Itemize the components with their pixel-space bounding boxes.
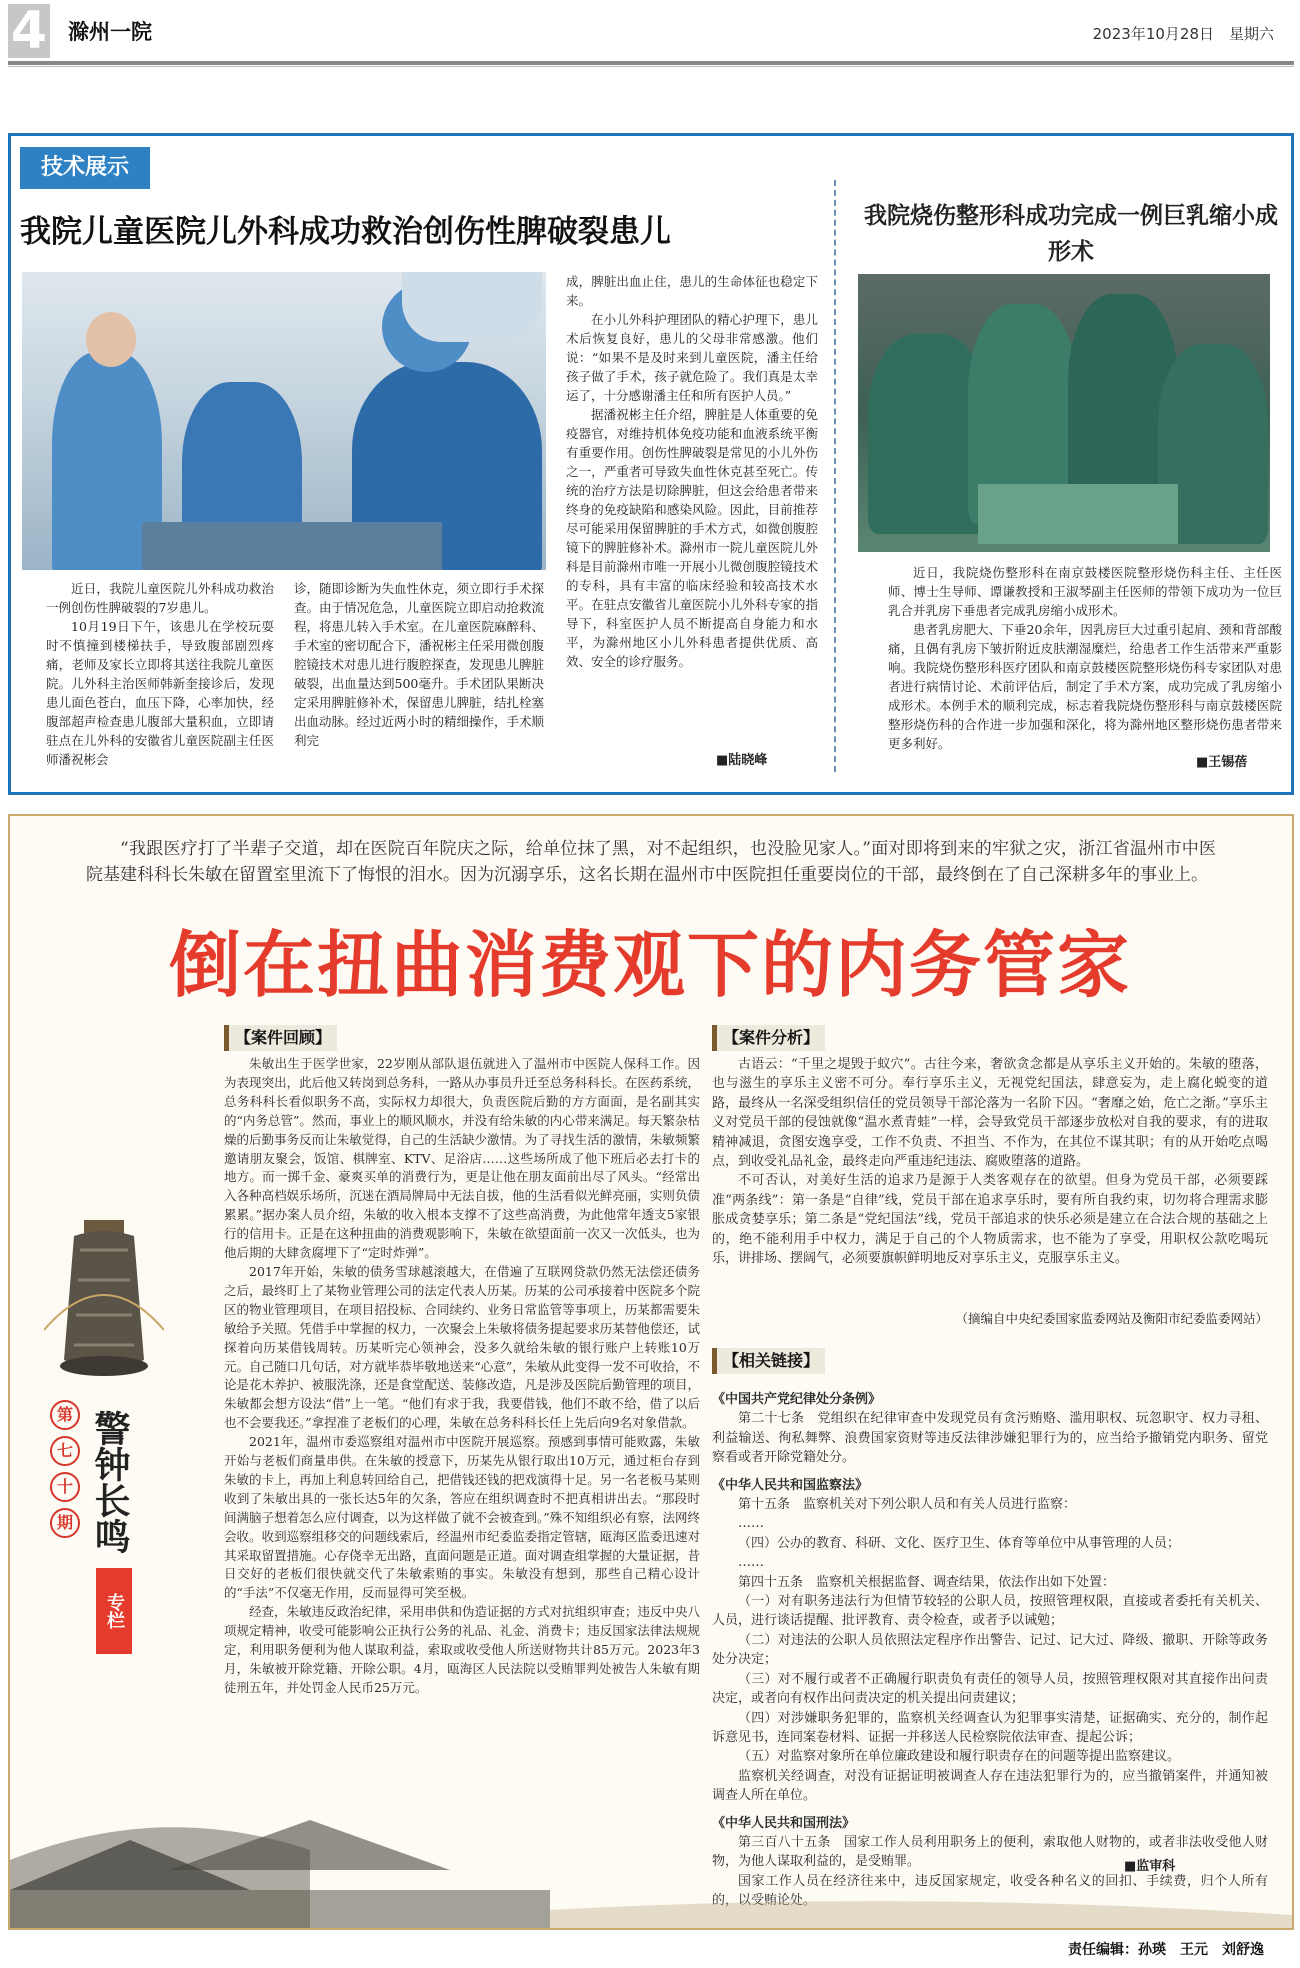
paragraph: 不可否认，对美好生活的追求乃是源于人类客观存在的欲望。但身为党员干部，必须要踩准“两条线”：第一条是“自律”线，党员干部在追求享乐时，要有所自我约束，切勿将合理需求膨胀成贪婪享乐；第二条是“党纪国法”线，党员干部追求的快乐必须是建立在合法合规的基础之上的，绝不能利用手中权力，满足于自己的个人物质需求，也不能为了享受，用职权公款吃喝玩乐，讲排场、摆阔气，必须要旗帜鲜明地反对享乐主义，克服享乐主义。 [712, 1173, 1268, 1267]
law-article: 监察机关经调查，对没有证据证明被调查人存在违法犯罪行为的，应当撤销案件，并通知被调查人所在单位。 [712, 1768, 1268, 1804]
paragraph: 成，脾脏出血止住，患儿的生命体征也稳定下来。 [566, 274, 818, 308]
paragraph: 诊，随即诊断为失血性休克，须立即行手术探查。由于情况危急，儿童医院立即启动抢救流程，将患儿转入手术室。在儿童医院麻醉科、手术室的密切配合下，潘祝彬主任采用微创腹腔镜技术对患儿进行腹腔探查，发现患儿脾脏破裂，出血量达到500毫升。手术团队果断决定采用脾脏修补术，保留患儿脾脏，结扎栓塞出血动脉。经过近两小时的精细操作，手术顺利完 [294, 581, 545, 748]
law-title: 《中华人民共和国刑法》 [712, 1815, 856, 1831]
law-article: …… [738, 1555, 764, 1571]
article2-byline: ■王锡蓓 [1196, 755, 1248, 770]
header-rule-thin [8, 66, 1294, 67]
law-article: （一）对有职务违法行为但情节较轻的公职人员，按照管理权限，直接或者委托有关机关、人员，进行谈话提醒、批评教育、责令检查，或者予以诫勉； [712, 1594, 1268, 1629]
paragraph: 10月19日下午，该患儿在学校玩耍时不慎撞到楼梯扶手，导致腹部剧烈疼痛，老师及家长立即将其送往我院儿童医院。儿外科主治医师韩新奎接诊后，发现患儿面色苍白，血压下降，心率加快，经腹部超声检查患儿腹部大量积血，立即请驻点在儿外科的安徽省儿童医院副主任医师潘祝彬会 [46, 619, 274, 767]
article1-column-2 [294, 579, 544, 750]
column-tag: 专栏 [96, 1568, 132, 1654]
paragraph: 患者乳房肥大、下垂20余年，因乳房巨大过重引起肩、颈和背部酸痛，且偶有乳房下皱折附近皮肤潮湿糜烂，给患者工作生活带来严重影响。我院烧伤整形科医疗团队和南京鼓楼医院整形烧伤科专家团队对患者进行病情讨论、术前评估后，制定了手术方案，成功完成了乳房缩小成形术。本例手术的顺利完成，标志着我院烧伤整形科与南京鼓楼医院整形烧伤科的合作进一步加强和深化，将为滁州地区整形烧伤患者带来更多利好。 [888, 622, 1282, 751]
issue-char: 第 [50, 1400, 80, 1430]
law-article: 第三百八十五条 国家工作人员利用职务上的便利，索取他人财物的，或者非法收受他人财物，为他人谋取利益的，是受贿罪。 [712, 1834, 1268, 1870]
law-article: （四）对涉嫌职务犯罪的，监察机关经调查认为犯罪事实清楚，证据确实、充分的，制作起诉意见书，连同案卷材料、证据一并移送人民检察院依法审查、提起公诉； [712, 1710, 1268, 1745]
related-links-heading: 【相关链接】 [712, 1348, 825, 1374]
issue-char: 期 [50, 1508, 80, 1538]
warning-title: 倒在扭曲消费观下的内务管家 [168, 922, 1131, 1007]
article1-title: 我院儿童医院儿外科成功救治创伤性脾破裂患儿 [20, 214, 671, 250]
paragraph: 据潘祝彬主任介绍，脾脏是人体重要的免疫器官，对维持机体免疫功能和血液系统平衡有重要作用。创伤性脾破裂是常见的小儿外伤之一，严重者可导致失血性休克甚至死亡。传统的治疗方法是切除脾脏，但这会给患者带来终身的免疫缺陷和感染风险。因此，目前推荐尽可能采用保留脾脏的手术方式，如微创腹腔镜下的脾脏修补术。滁州市一院儿童医院儿外科是目前滁州市唯一开展小儿微创腹腔镜技术的专科，具有丰富的临床经验和较高技术水平。在驻点安徽省儿童医院小儿外科专家的指导下，科室医护人员不断提高自身能力和水平，为滁州地区小儿外科患者提供优质、高效、安全的诊疗服务。 [566, 407, 818, 669]
ancient-architecture-illustration [10, 1740, 1292, 1928]
paragraph: 在小儿外科护理团队的精心护理下，患儿术后恢复良好，患儿的父母非常感激。他们说：“如果不是及时来到儿童医院，潘主任给孩子做了手术，孩子就危险了。我们真是太幸运了，十分感谢潘主任和所有医护人员。” [566, 312, 818, 403]
article2-title: 我院烧伤整形科成功完成一例巨乳缩小成形术 [864, 203, 1278, 265]
paragraph: 朱敏出生于医学世家，22岁刚从部队退伍就进入了温州市中医院人保科工作。因为表现突出，此后他又转岗到总务科，一路从办事员升迁至总务科科长。在医药系统，总务科科长看似职务不高，实际权力却很大，负责医院后勤的方方面面，是名副其实的“内务总管”。然而，事业上的顺风顺水，并没有给朱敏的内心带来满足。每天繁杂枯燥的后勤事务反而让朱敏觉得，自己的生活缺少激情。为了寻找生活的激情，朱敏频繁邀请朋友聚会，饭馆、棋牌室、KTV、足浴店……这些场所成了他下班后必去打卡的地方。而一掷千金、豪爽买单的消费行为，更是让他在朋友面前出尽了风头。“经常出入各种高档娱乐场所，沉迷在酒局牌局中无法自拔，他的生活看似光鲜亮丽，实则负债累累。”据办案人员介绍，朱敏的收入根本支撑不了这些高消费，为此他常年透支5家银行的信用卡。正是在这种扭曲的消费观影响下，朱敏在欲望面前一次又一次低头，也为他后期的大肆贪腐埋下了“定时炸弹”。 [224, 1056, 700, 1261]
paragraph: 2021年，温州市委巡察组对温州市中医院开展巡察。预感到事情可能败露，朱敏开始与老板们商量串供。在朱敏的授意下，历某先从银行取出10万元，通过柜台存到朱敏的卡上，再加上利息转回给自己，把借钱还钱的把戏演得十足。另一名老板马某则收到了朱敏出具的一张长达5年的欠条，答应在组织调查时不把真相讲出去。“那段时间满脑子想着怎么应付调查，以为这样做了就不会被查到。”殊不知组织必有察，法网终会收。收到巡察组移交的问题线索后，经温州市纪委监委指定管辖，瓯海区监委迅速对其采取留置措施。心存侥幸无出路，直面问题是正道。面对调查组掌握的大量证据，昔日交好的老板们很快就交代了朱敏索贿的事实。朱敏没有想到，那些自己精心设计的“手法”不仅毫无作用，反而显得可笑至极。 [224, 1434, 700, 1601]
issue-char: 十 [50, 1472, 80, 1502]
issue-char: 七 [50, 1436, 80, 1466]
surgical-lamp [402, 272, 542, 342]
case-analysis-heading: 【案件分析】 [712, 1025, 825, 1051]
column-name: 警钟长鸣 [89, 1410, 131, 1554]
law-title: 《中国共产党纪律处分条例》 [712, 1392, 882, 1407]
law-article: 第二十七条 党组织在纪律审查中发现党员有贪污贿赂、滥用职权、玩忽职守、权力寻租、利益输送、徇私舞弊、浪费国家资财等违反法律涉嫌犯罪行为的，应当给予撤销党内职务、留党察看或者开除党籍处分。 [712, 1411, 1268, 1466]
article1-photo [22, 272, 546, 570]
editors-credit: 责任编辑：孙瑛 王元 刘舒逸 [1068, 1942, 1264, 1958]
article2-body [888, 563, 1282, 753]
law-article: 第十五条 监察机关对下列公职人员和有关人员进行监察： [738, 1497, 1077, 1513]
header-rule [8, 61, 1294, 65]
column-divider [834, 180, 836, 772]
paragraph: 古语云：“千里之堤毁于蚁穴”。古往今来，奢欲贪念都是从享乐主义开始的。朱敏的堕落，也与滋生的享乐主义密不可分。奉行享乐主义，无视党纪国法，肆意妄为，走上腐化蜕变的道路，最终从一名深受组织信任的党员领导干部沦落为一名阶下囚。“奢靡之始，危亡之渐。”享乐主义对党员干部的侵蚀就像“温水煮青蛙”一样，会导致党员干部逐步放松对自我的要求，有的进取精神减退，贪图安逸享受，工作不负责、不担当、不作为，在其位不谋其职；有的从开始吃点喝点，到收受礼品礼金，最终走向严重违纪违法、腐败堕落的道路。 [712, 1057, 1268, 1170]
warning-byline: ■监审科 [1124, 1859, 1176, 1874]
source-note: （摘编自中央纪委国家监委网站及衡阳市纪委监委网站） [955, 1311, 1268, 1326]
law-title: 《中华人民共和国监察法》 [712, 1477, 869, 1493]
case-review-heading: 【案件回顾】 [224, 1025, 337, 1051]
bell-illustration [44, 1220, 164, 1390]
law-article: （四）公办的教育、科研、文化、医疗卫生、体育等单位中从事管理的人员； [738, 1535, 1181, 1551]
law-article: （五）对监察对象所在单位廉政建设和履行职责存在的问题等提出监察建议。 [738, 1749, 1181, 1765]
law-article: （三）对不履行或者不正确履行职责负有责任的领导人员，按照管理权限对其直接作出问责决定，或者向有权作出问责决定的机关提出问责建议； [712, 1671, 1268, 1707]
paragraph: 近日，我院烧伤整形科在南京鼓楼医院整形烧伤科主任、主任医师、博士生导师、谭谦教授和王淑琴副主任医师的带领下成功为一位巨乳合并乳房下垂患者完成乳房缩小成形术。 [888, 565, 1282, 618]
tech-section-tag: 技术展示 [20, 147, 150, 189]
page-number: 4 [8, 4, 50, 58]
surgical-drape [978, 484, 1178, 544]
article2-photo [858, 274, 1270, 552]
case-analysis-body [712, 1055, 1268, 1268]
case-review-body [224, 1055, 700, 1698]
paragraph: 经查，朱敏违反政治纪律，采用串供和伪造证据的方式对抗组织审查；违反中央八项规定精神，收受可能影响公正执行公务的礼品、礼金、消费卡；违反国家法律法规规定，利用职务便利为他人谋取利益，索取或收受他人所送财物共计85万元。2023年3月，朱敏被开除党籍、开除公职。4月，瓯海区人民法院以受贿罪判处被告人朱敏有期徒刑五年，并处罚金人民币25万元。 [224, 1604, 700, 1695]
issue-date: 2023年10月28日 星期六 [1092, 25, 1274, 43]
paragraph: 2017年开始，朱敏的债务雪球越滚越大，在借遍了互联网贷款仍然无法偿还债务之后，最终盯上了某物业管理公司的法定代表人历某。历某的公司承接着中医院多个院区的物业管理项目，在项目招投标、合同续约、业务日常监管等事项上，历某都需要朱敏给予关照。凭借手中掌握的权力，一次聚会上朱敏将债务提起要求历某替他偿还，试探着向历某借钱周转。历某听完心领神会，没多久就给朱敏的银行账户上转账10万元。自己随口几句话，对方就毕恭毕敬地送来“心意”，朱敏从此变得一发不可收拾，不论是花木养护、被服洗涤，还是食堂配送、装修改造，凡是涉及医院后勤管理的项目，朱敏都会想方设法“借”上一笔。“他们有求于我，我要借钱，他们不敢不给，借了以后也不会要我还。”拿捏准了老板们的心理，朱敏在总务科科长任上先后向9名对象借款。 [224, 1263, 700, 1431]
law-article: …… [738, 1516, 764, 1532]
article1-column-3 [566, 272, 818, 671]
law-article: 国家工作人员在经济往来中，违反国家规定，收受各种名义的回扣、手续费，归个人所有的，以受贿论处。 [712, 1873, 1268, 1909]
article1-byline: ■陆晓峰 [716, 753, 768, 768]
photo-figure-head [86, 312, 136, 367]
warning-intro: “我跟医疗打了半辈子交道，却在医院百年院庆之际，给单位抹了黑，对不起组织，也没脸见家人。”面对即将到来的牢狱之灾，浙江省温州市中医院基建科科长朱敏在留置室里流下了悔恨的泪水。因为沉溺享乐，这名长期在温州市中医院担任重要岗位的干部，最终倒在了自己深耕多年的事业上。 [86, 839, 1216, 885]
section-name: 滁州一院 [68, 20, 152, 44]
article1-column-1 [46, 579, 274, 769]
paragraph: 近日，我院儿童医院儿外科成功救治一例创伤性脾破裂的7岁患儿。 [46, 581, 274, 615]
law-article: （二）对违法的公职人员依照法定程序作出警告、记过、记大过、降级、撤职、开除等政务处分决定； [712, 1632, 1268, 1668]
operating-table [142, 522, 442, 570]
law-article: 第四十五条 监察机关根据监督、调查结果，依法作出如下处置： [738, 1574, 1116, 1590]
